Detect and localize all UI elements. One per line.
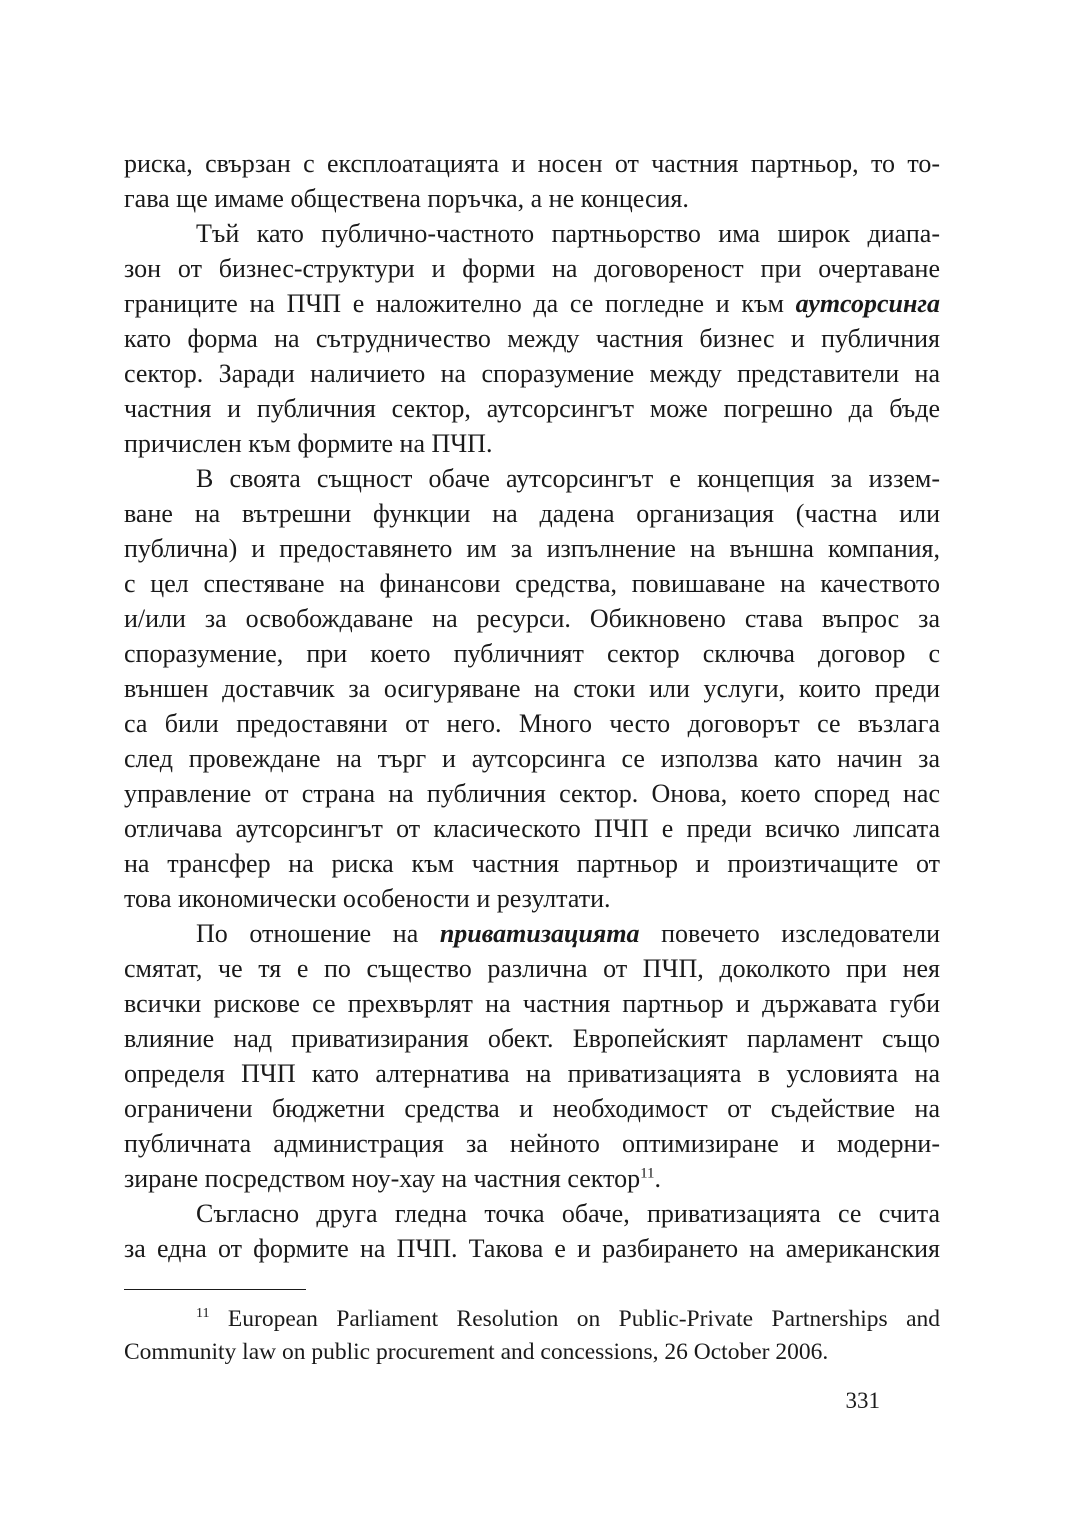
text-line: външен доставчик за осигуряване на стоки или услуги, които преди	[124, 674, 940, 703]
text-line: всички рискове се прехвърлят на частния партньор и държавата губи	[124, 989, 940, 1018]
text-line	[124, 916, 940, 951]
text-line	[124, 286, 940, 321]
text-line: гава ще имаме обществена поръчка, а не концесия.	[124, 184, 689, 213]
text-line: публичната администрация за нейното оптимизиране и модерни-	[124, 1129, 940, 1158]
footnote-line: Community law on public procurement and concessions, 26 October 2006.	[124, 1339, 829, 1365]
text-line: са били предоставяни от него. Много често договорът се възлага	[124, 709, 940, 738]
paragraph-2	[124, 216, 940, 461]
text-fragment: По отношение на	[196, 919, 419, 948]
paragraph-4	[124, 916, 940, 1196]
text-line	[124, 1161, 940, 1196]
text-line: причислен към формите на ПЧП.	[124, 429, 493, 458]
text-line: риска, свързан с експлоатацията и носен от частния партньор, то то-	[124, 149, 940, 178]
text-line: В своята същност обаче аутсорсингът е концепция за иззем-	[196, 464, 940, 493]
text-line: отличава аутсорсингът от класическото ПЧП е преди всичко липсата	[124, 814, 940, 843]
text-line: смятат, че тя е по същество различна от ПЧП, доколкото при нея	[124, 954, 940, 983]
text-line: публична) и предоставянето им за изпълнение на външна компания,	[124, 534, 940, 563]
body-text	[124, 146, 940, 1266]
text-line: с цел спестяване на финансови средства, повишаване на качеството	[124, 569, 940, 598]
text-line: Съгласно друга гледна точка обаче, приватизацията се счита	[196, 1199, 940, 1228]
text-line: управление от страна на публичния сектор. Онова, което според нас	[124, 779, 940, 808]
text-line: за една от формите на ПЧП. Такова е и разбирането на американския	[124, 1234, 940, 1263]
text-line: зон от бизнес-структури и форми на договореност при очертаване	[124, 254, 940, 283]
text-line: като форма на сътрудничество между частния бизнес и публичния	[124, 324, 940, 353]
paragraph-5	[124, 1196, 940, 1266]
text-fragment: повечето изследователи	[661, 919, 940, 948]
text-line: Тъй като публично-частното партньорство има широк диапа-	[196, 219, 940, 248]
text-line: след провеждане на търг и аутсорсинга се използва като начин за	[124, 744, 940, 773]
footnote-number: 11	[196, 1306, 210, 1322]
emphasized-term: аутсорсинга	[795, 289, 940, 318]
page-number: 331	[845, 1388, 880, 1413]
text-line: влияние над приватизирания обект. Европейският парламент също	[124, 1024, 940, 1053]
paragraph-3	[124, 461, 940, 916]
text-line: ване на вътрешни функции на дадена организация (частна или	[124, 499, 940, 528]
text-line: частния и публичния сектор, аутсорсингът може погрешно да бъде	[124, 394, 940, 423]
text-fragment: .	[654, 1164, 662, 1193]
text-line: сектор. Заради наличието на споразумение между представители на	[124, 359, 940, 388]
footnote-separator	[124, 1289, 306, 1290]
text-line: на трансфер на риска към частния партньор и произтичащите от	[124, 849, 940, 878]
text-fragment: границите на ПЧП е наложително да се погледне и към	[124, 289, 784, 318]
paragraph-1	[124, 146, 940, 216]
text-line: това икономически особености и резултати.	[124, 884, 611, 913]
text-fragment: зиране посредством ноу-хау на частния сектор	[124, 1164, 641, 1193]
emphasized-term: приватизацията	[439, 919, 640, 948]
text-line: и/или за освобождаване на ресурси. Обикновено става въпрос за	[124, 604, 940, 633]
text-line: ограничени бюджетни средства и необходимост от съдействие на	[124, 1094, 940, 1123]
footnote-reference: 11	[640, 1165, 655, 1182]
text-line: споразумение, при което публичният сектор сключва договор с	[124, 639, 940, 668]
footnote-line	[124, 1303, 940, 1336]
footnote-text: European Parliament Resolution on Public-Private Partnerships and	[227, 1306, 941, 1332]
footnote	[124, 1303, 940, 1369]
text-line: определя ПЧП като алтернатива на приватизацията в условията на	[124, 1059, 940, 1088]
